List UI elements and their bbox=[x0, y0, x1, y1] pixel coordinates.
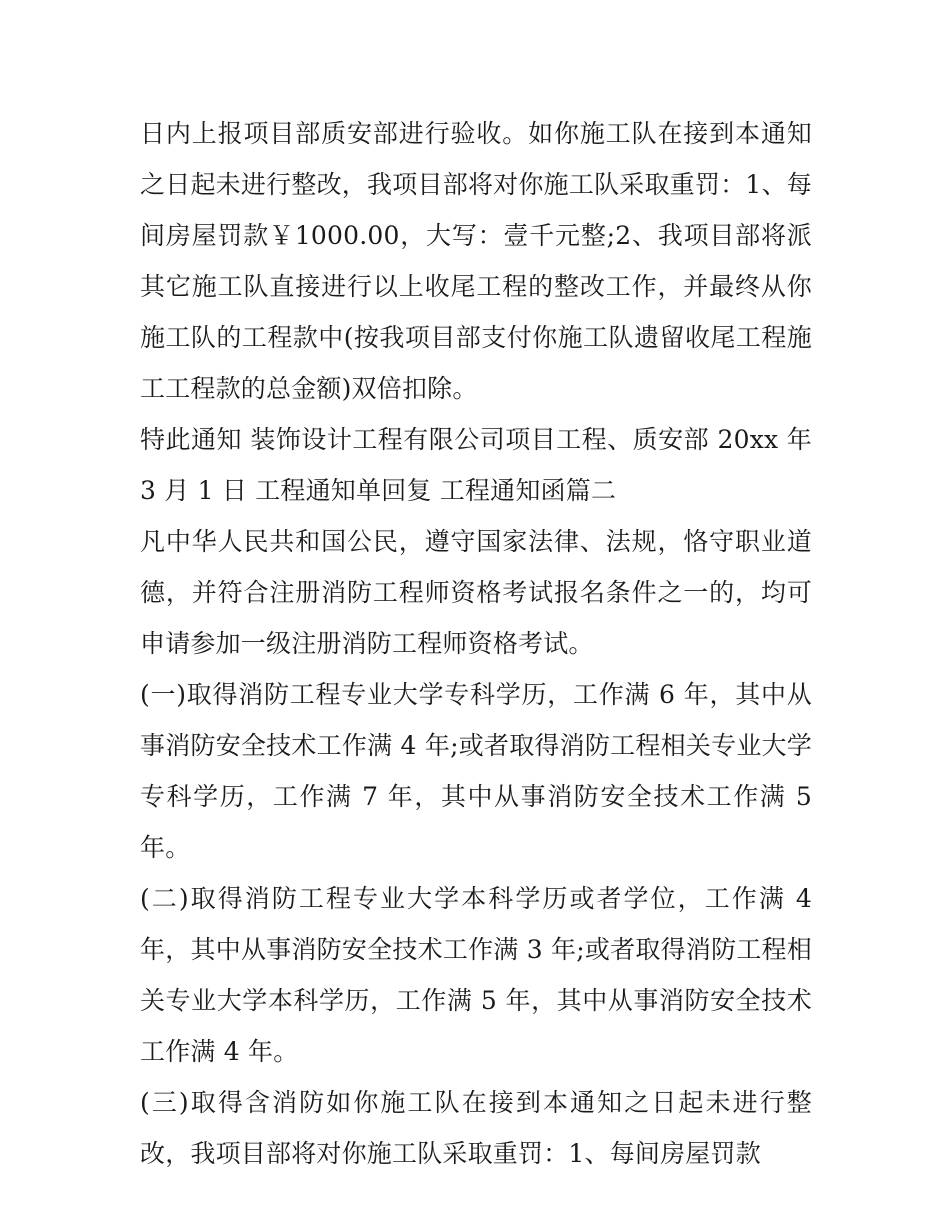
paragraph-inspection-penalty: 日内上报项目部质安部进行验收。如你施工队在接到本通知之日起未进行整改，我项目部将对你施工队采取重罚：1、每间房屋罚款￥1000.00，大写：壹千元整;2、我项目部将派其它施工队直接进行以上收尾工程的整改工作，并最终从你施工队的工程款中(按我项目部支付你施工队遗留收尾工程施工工程款的总金额)双倍扣除。 bbox=[140, 119, 812, 403]
paragraph-notice-signature: 特此通知 装饰设计工程有限公司项目工程、质安部 20xx 年 3 月 1 日 工程通知单回复 工程通知函篇二 bbox=[140, 425, 812, 505]
paragraph-condition-one: (一)取得消防工程专业大学专科学历，工作满 6 年，其中从事消防安全技术工作满 4 年;或者取得消防工程相关专业大学专科学历，工作满 7 年，其中从事消防安全技术工作满 5 年。 bbox=[140, 680, 812, 862]
paragraph-exam-eligibility: 凡中华人民共和国公民，遵守国家法律、法规，恪守职业道德，并符合注册消防工程师资格考试报名条件之一的，均可申请参加一级注册消防工程师资格考试。 bbox=[140, 527, 812, 658]
document-body bbox=[140, 108, 812, 1179]
paragraph-condition-two: (二)取得消防工程专业大学本科学历或者学位，工作满 4 年，其中从事消防安全技术工作满 3 年;或者取得消防工程相关专业大学本科学历，工作满 5 年，其中从事消防安全技术工作满 4 年。 bbox=[140, 884, 812, 1066]
paragraph-condition-three: (三)取得含消防如你施工队在接到本通知之日起未进行整改，我项目部将对你施工队采取重罚：1、每间房屋罚款 bbox=[140, 1088, 812, 1168]
